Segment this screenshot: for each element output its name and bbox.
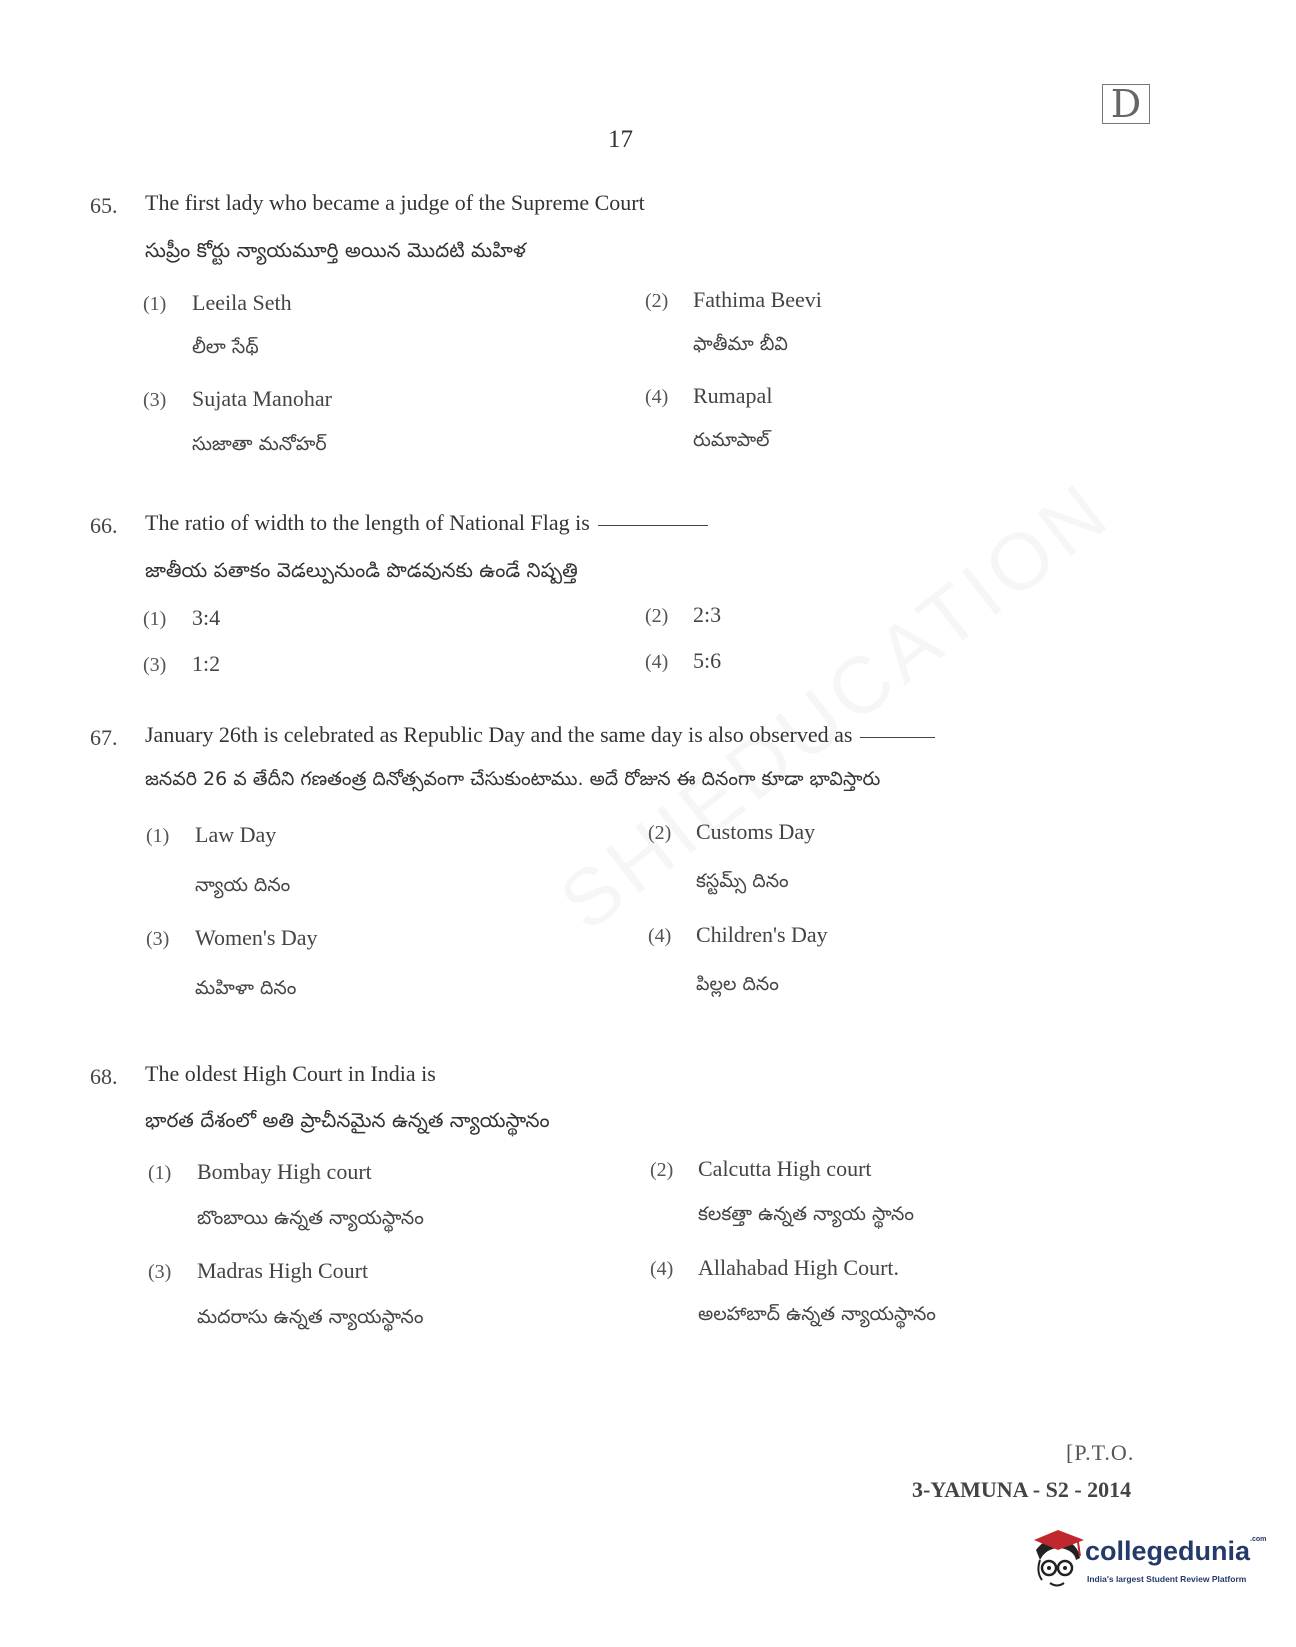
option-2-telugu: కస్టమ్స్ దినం	[696, 870, 789, 892]
option-3-english: Women's Day	[195, 925, 318, 950]
question-text-telugu: జాతీయ పతాకం వెడల్పునుండి పొడవునకు ఉండే నిష్పత్తి	[145, 558, 578, 582]
question-set-box	[1102, 84, 1150, 124]
option-1-english: 3:4	[192, 605, 221, 630]
question-text-english: The first lady who became a judge of the Supreme Court	[145, 190, 645, 215]
paper-code: 3-YAMUNA - S2 - 2014	[912, 1477, 1132, 1502]
option-2-english: 2:3	[693, 602, 722, 627]
option-4-telugu: పిల్లల దినం	[696, 973, 779, 995]
question-number: 67.	[90, 725, 118, 750]
question-text-english-line	[145, 510, 708, 536]
option-3-telugu: సుజాతా మనోహర్	[192, 433, 327, 455]
option-number: (4)	[650, 1258, 674, 1280]
option-number: (1)	[143, 608, 167, 630]
option-1-telugu: న్యాయ దినం	[195, 874, 291, 896]
question-text-english: The oldest High Court in India is	[145, 1061, 436, 1086]
question-set-code: D	[1110, 82, 1142, 126]
option-number: (2)	[650, 1159, 674, 1181]
answer-blank	[598, 525, 708, 526]
option-number: (2)	[645, 605, 669, 627]
option-number: (4)	[645, 386, 669, 408]
option-2-english: Calcutta High court	[698, 1156, 872, 1181]
question-number: 65.	[90, 193, 118, 218]
option-1-telugu: బొంబాయి ఉన్నత న్యాయస్థానం	[197, 1207, 424, 1229]
option-1-english: Leeila Seth	[192, 290, 292, 315]
option-1-telugu: లీలా సేథ్	[192, 336, 259, 358]
faint-watermark	[543, 463, 1128, 948]
question-text-telugu: సుప్రీం కోర్టు న్యాయమూర్తి అయిన మొదటి మహిళ	[145, 238, 526, 262]
please-turn-over: [P.T.O.	[1066, 1440, 1135, 1465]
logo-dotcom: .com	[1250, 1536, 1267, 1543]
question-text-english: January 26th is celebrated as Republic Day and the same day is also observed as	[145, 722, 853, 747]
option-number: (3)	[143, 654, 167, 676]
option-number: (4)	[645, 651, 669, 673]
option-2-telugu: కలకత్తా ఉన్నత న్యాయ స్థానం	[698, 1203, 914, 1225]
option-4-english: Allahabad High Court.	[698, 1255, 900, 1280]
option-4-telugu: రుమాపాల్	[693, 429, 770, 451]
option-number: (1)	[148, 1162, 172, 1184]
option-number: (1)	[143, 293, 167, 315]
option-3-english: Madras High Court	[197, 1258, 369, 1283]
option-number: (2)	[645, 290, 669, 312]
question-text-telugu: భారత దేశంలో అతి ప్రాచీనమైన ఉన్నత న్యాయస్థానం	[145, 1108, 550, 1132]
option-3-telugu: మహిళా దినం	[195, 977, 297, 999]
option-number: (1)	[146, 825, 170, 847]
collegedunia-logo[interactable]	[1030, 1528, 1267, 1598]
option-4-english: 5:6	[693, 648, 722, 673]
option-3-english: Sujata Manohar	[192, 386, 332, 411]
question-text-english: The ratio of width to the length of National Flag is	[145, 510, 590, 535]
logo-wordmark: collegedunia	[1085, 1536, 1251, 1566]
option-number: (2)	[648, 822, 672, 844]
question-number: 66.	[90, 513, 118, 538]
option-3-telugu: మదరాసు ఉన్నత న్యాయస్థానం	[197, 1306, 424, 1328]
question-number: 68.	[90, 1064, 118, 1089]
option-4-telugu: అలహాబాద్ ఉన్నత న్యాయస్థానం	[698, 1303, 936, 1325]
logo-tagline: India's largest Student Review Platform	[1087, 1574, 1247, 1584]
logo-wordmark-line	[1085, 1536, 1266, 1567]
option-number: (3)	[146, 928, 170, 950]
option-number: (4)	[648, 925, 672, 947]
answer-blank	[860, 737, 935, 738]
page-number: 17	[608, 126, 633, 153]
option-number: (3)	[148, 1261, 172, 1283]
option-1-english: Law Day	[195, 822, 277, 847]
option-2-english: Fathima Beevi	[693, 287, 822, 312]
option-4-english: Rumapal	[693, 383, 773, 408]
option-4-english: Children's Day	[696, 922, 828, 947]
question-text-english-line	[145, 722, 935, 748]
question-text-telugu: జనవరి 26 వ తేదీని గణతంత్ర దినోత్సవంగా చేసుకుంటాము. అదే రోజున ఈ దినంగా కూడా భావిస్తారు	[145, 768, 881, 790]
option-3-english: 1:2	[192, 651, 221, 676]
option-2-telugu: ఫాతీమా బీవి	[693, 333, 788, 355]
option-2-english: Customs Day	[696, 819, 816, 844]
option-number: (3)	[143, 389, 167, 411]
student-mascot-icon	[1030, 1528, 1088, 1598]
option-1-english: Bombay High court	[197, 1159, 372, 1184]
